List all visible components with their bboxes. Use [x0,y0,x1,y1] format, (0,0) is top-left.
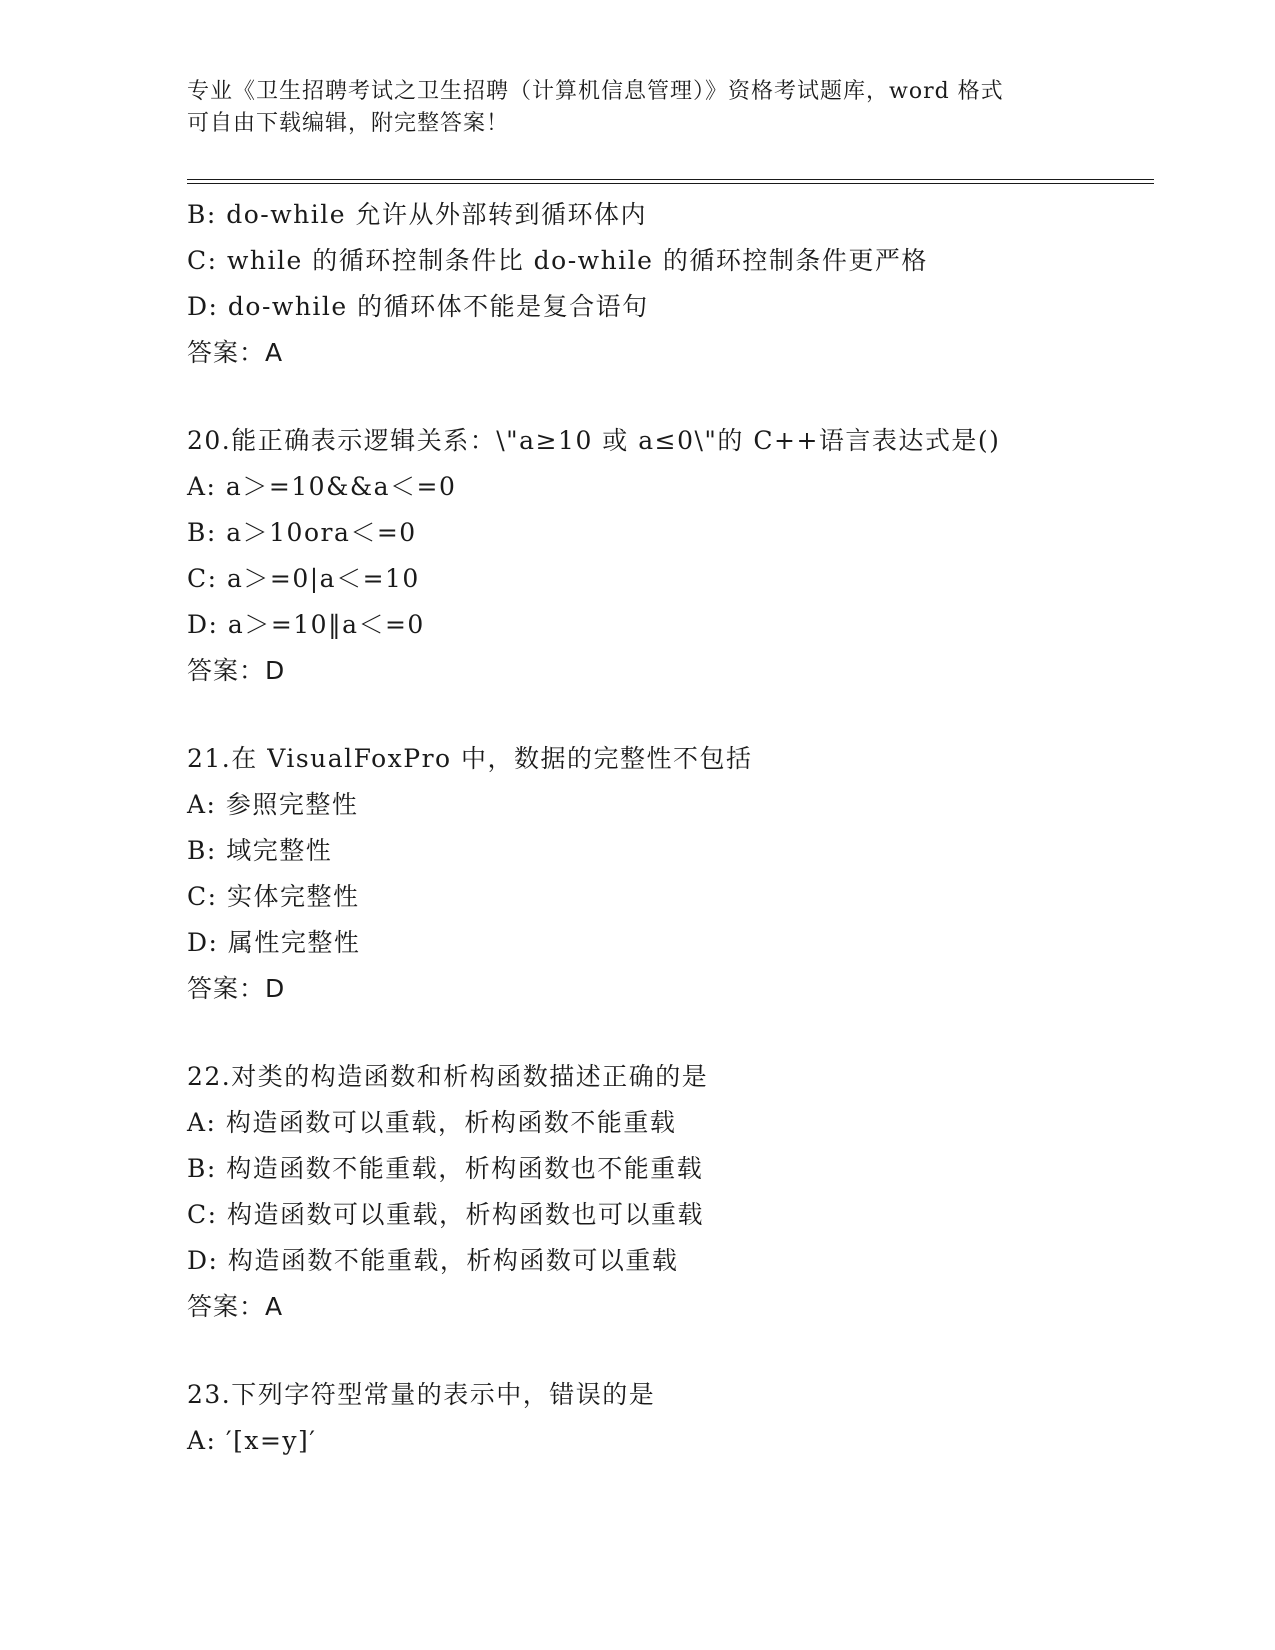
header-rule-thin [187,179,1154,180]
answer-line: 答案：A [187,338,284,367]
option-c: C: 构造函数可以重载，析构函数也可以重载 [187,1200,704,1229]
answer-line: 答案：A [187,1292,284,1321]
option-b: B: 构造函数不能重载，析构函数也不能重载 [187,1154,704,1183]
option-d: D: 构造函数不能重载，析构函数可以重载 [187,1246,679,1275]
header-line-1: 专业《卫生招聘考试之卫生招聘（计算机信息管理）》资格考试题库，word 格式 [187,79,1004,104]
option-a: A: 参照完整性 [187,790,359,819]
option-b: B: 域完整性 [187,836,333,865]
question-23-text: 23.下列字符型常量的表示中，错误的是 [187,1380,656,1409]
option-a: A: 构造函数可以重载，析构函数不能重载 [187,1108,677,1137]
answer-line: 答案：D [187,656,286,685]
option-d: D: 属性完整性 [187,928,361,957]
question-20-text: 20.能正确表示逻辑关系：\"a≥10 或 a≤0\"的 C++语言表达式是() [187,426,1001,455]
option-d: D: do-while 的循环体不能是复合语句 [187,292,649,321]
option-c: C: a＞=0|a＜=10 [187,564,420,593]
answer-line: 答案：D [187,974,286,1003]
option-d: D: a＞=10‖a＜=0 [187,610,425,639]
question-21-text: 21.在 VisualFoxPro 中，数据的完整性不包括 [187,744,753,773]
option-a: A: a＞=10&&a＜=0 [187,472,457,501]
header-rule-thick [187,183,1154,184]
option-a: A: ′[x=y]′ [187,1426,317,1455]
header-line-2: 可自由下载编辑，附完整答案！ [187,111,510,136]
option-b: B: do-while 允许从外部转到循环体内 [187,200,647,229]
question-content [187,192,1147,1464]
option-c: C: 实体完整性 [187,882,360,911]
question-22-text: 22.对类的构造函数和析构函数描述正确的是 [187,1062,709,1091]
option-b: B: a＞10ora＜=0 [187,518,417,547]
document-header [187,76,1077,140]
option-c: C: while 的循环控制条件比 do-while 的循环控制条件更严格 [187,246,928,275]
